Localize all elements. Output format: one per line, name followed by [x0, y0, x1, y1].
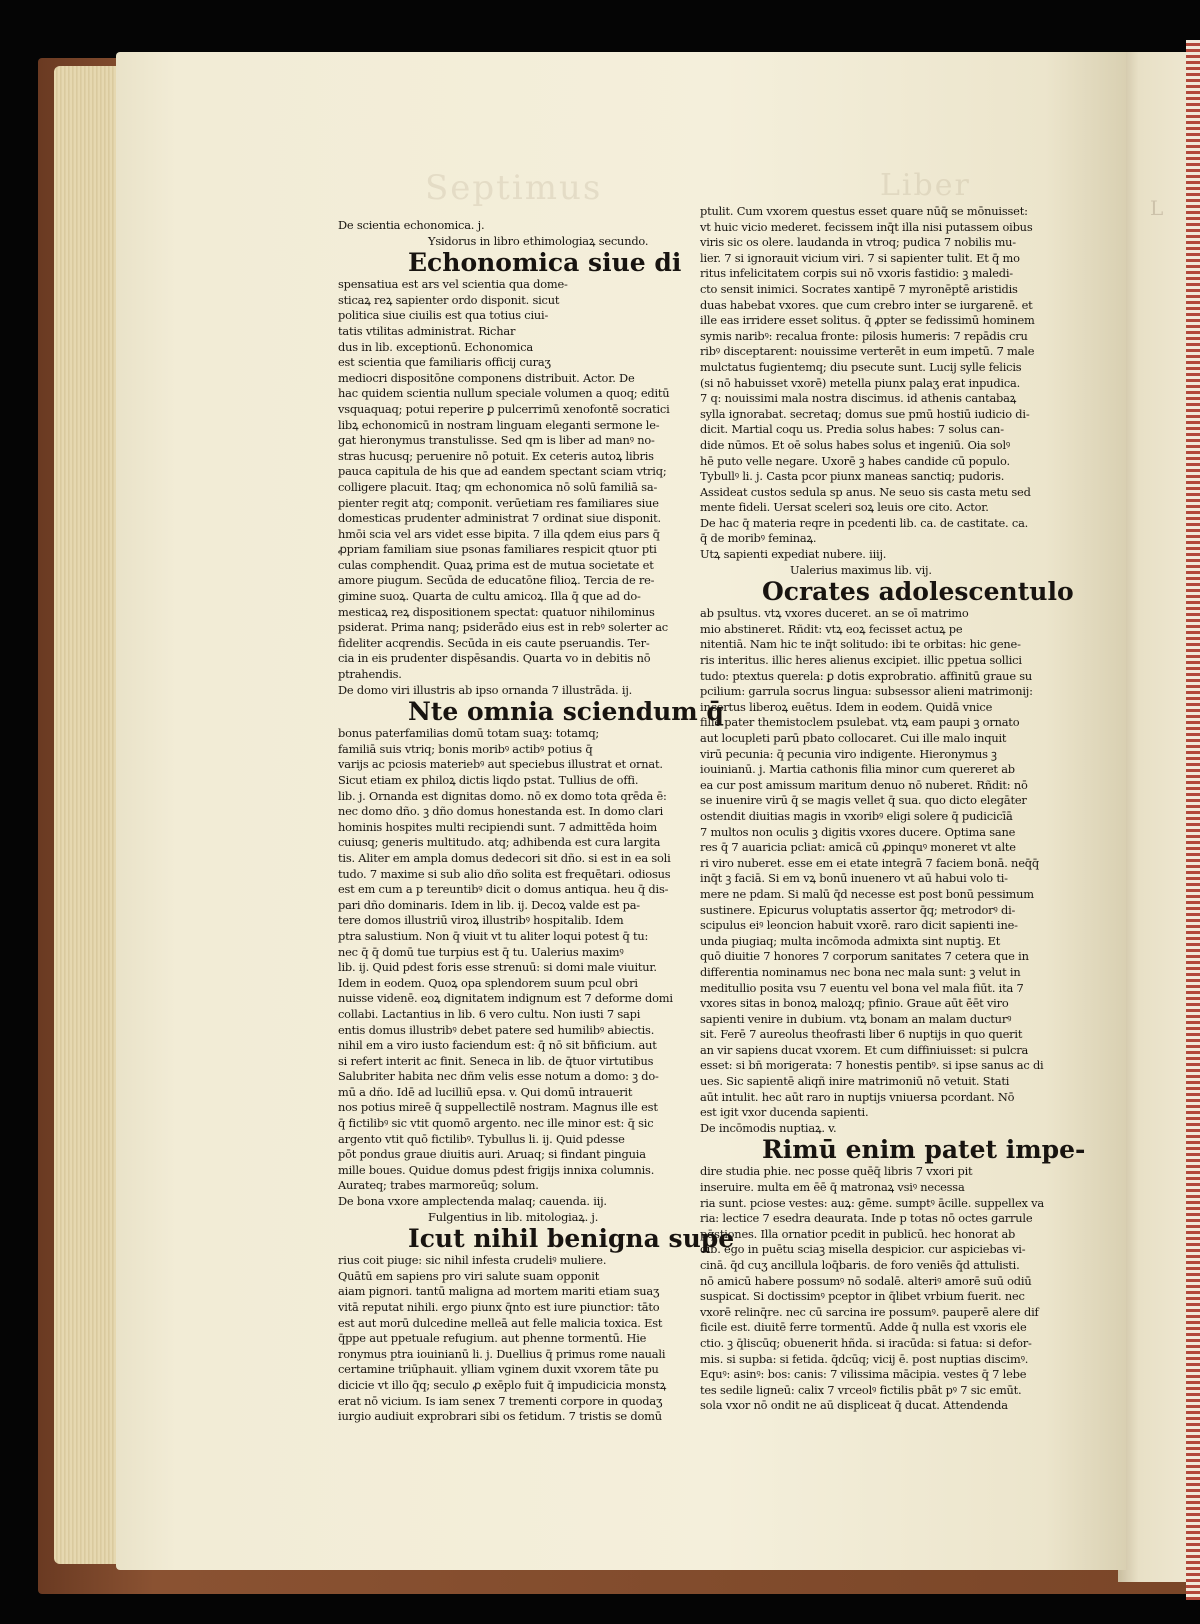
source-rubric: Fulgentius in lib. mitologiaꝝ. j. — [428, 1209, 599, 1224]
text-line: est aut morū dulcedine melleā aut felle malicia toxica. Est — [338, 1315, 663, 1330]
text-line: aūt intulit. hec aūt raro in nuptijs vniuersa pcordant. Nō — [700, 1089, 1015, 1104]
text-line: est em cum a p tereuntibꝰ dicit o domus antiqua. heu q̄ dis- — [338, 882, 669, 897]
bleed-through-header-right: Liber — [880, 168, 971, 203]
text-line: tudo. 7 maxime si sub alio dño solita est frequētari. odiosus — [338, 866, 671, 881]
text-line: vitā reputat nihili. ergo piunx q̄nto est iure piunctior: tāto — [338, 1300, 660, 1314]
text-line: mis. si supba: si fetida. q̄dcūq; vicij ē. post nuptias discimꝰ. — [700, 1351, 1029, 1366]
text-line: nos potius mireē q̄ suppellectilē nostram. Magnus ille est — [338, 1100, 658, 1115]
text-line: mere ne pdam. Si malū q̄d necesse est post bonū pessimum — [700, 886, 1034, 901]
text-line: spensatiua est ars vel scientia qua dome- — [338, 277, 568, 292]
text-line: rius coit piuge: sic nihil infesta crudeliꝰ muliere. — [338, 1253, 607, 1268]
text-line: stras hucusq; peruenire nō potuit. Ex ceteris autoꝝ libris — [338, 448, 654, 463]
text-line: duas habebat vxores. que cum crebro inter se iurgarenē. et — [700, 297, 1033, 312]
text-line: iouinianū. j. Martia cathonis filia minor cum quereret ab — [700, 762, 1015, 777]
text-line: scipulus eiꝰ leoncion habuit vxorē. raro dicit sapienti ine- — [700, 918, 1018, 933]
text-line: varijs ac pciosis materiebꝰ aut speciebus illustrat et ornat. — [338, 757, 663, 772]
headband-strip — [1186, 40, 1200, 1600]
text-line: dide nūmos. Et oē solus habes solus et ingeniū. Oia solꝰ — [700, 437, 1011, 452]
text-line: argento vtit quō fictilibꝰ. Tybullus li. ij. Quid pdesse — [338, 1131, 625, 1146]
text-line: 7 multos non oculis ꝫ digitis vxores ducere. Optima sane — [700, 824, 1016, 839]
chapter-title: De incōmodis nuptiaꝝ. v. — [700, 1120, 837, 1135]
right-page-glimpse: L — [1150, 196, 1164, 220]
text-line: pq̄stiones. Illa ornatior pcedit in publicū. hec honorat ab — [700, 1226, 1016, 1241]
text-line: nitentiā. Nam hic te inq̄t solitudo: ibi te orbitas: hic gene- — [700, 637, 1021, 652]
text-line: res q̄ 7 auaricia pcliat: amicā cū ꝓpinquꝰ moneret vt alte — [700, 840, 1016, 855]
text-line: ria sunt. pciose vestes: auꝝ: gēme. sumptꝰ ācille. suppellex va — [700, 1195, 1044, 1210]
text-line: amore piugum. Secūda de educatōne filioꝝ. Tercia de re- — [338, 573, 655, 588]
text-line: nihil em a viro iusto faciendum est: q̄ nō sit bn̄ficium. aut — [338, 1038, 657, 1053]
text-line: bonus paterfamilias domū totam suaʒ: totamq; — [338, 726, 600, 741]
chapter-title: De scientia echonomica. j. — [338, 218, 485, 232]
text-line: Tybullꝰ li. j. Casta pcor piunx maneas sanctiq; pudoris. — [700, 469, 1005, 484]
text-line: ues. Sic sapientē aliqñ inire matrimoniū nō vetuit. Stati — [700, 1074, 1010, 1089]
text-line: virū pecunia: q̄ pecunia viro indigente. Hieronymus ꝫ — [700, 746, 997, 761]
text-line: mediocri dispositōne componens distribuit. Actor. De — [338, 370, 635, 385]
text-line: pauca capitula de his que ad eandem spectant sciam vtriq; — [338, 464, 667, 479]
text-line: pienter regit atq; componit. verūetiam res familiares siue — [338, 495, 659, 510]
text-line: fideliter acqrendis. Secūda in eis caute pseruandis. Ter- — [338, 635, 650, 650]
text-line: incertus liberoꝝ euētus. Idem in eodem. Quidā vnice — [700, 699, 993, 714]
text-line: familiā suis vtriq; bonis moribꝰ actibꝰ potius q̄ — [338, 741, 593, 756]
text-line: filie pater themistoclem psulebat. vtꝝ eam paupi ꝫ ornato — [700, 715, 1020, 730]
text-line: symis naribꝰ: recalua fronte: pilosis humeris: 7 repādis cru — [700, 328, 1028, 343]
text-line: an vir sapiens ducat vxorem. Et cum diffiniuisset: si pulcra — [700, 1042, 1029, 1057]
text-line: tes sedile ligneū: calix 7 vrceolꝰ fictilis pbāt pꝰ 7 sic emūt. — [700, 1382, 1022, 1397]
text-line: mille boues. Quidue domus pdest frigijs innixa columnis. — [338, 1162, 655, 1177]
text-line: ptra salustium. Non q̄ viuit vt tu aliter loqui potest q̄ tu: — [338, 928, 649, 943]
text-line: ille eas irridere esset solitus. q̄ ꝓpter se fedissimū hominem — [700, 313, 1035, 328]
text-line: sticaꝝ reꝝ sapienter ordo disponit. sicut — [338, 292, 560, 307]
text-line: si refert interit ac finit. Seneca in lib. de q̄tuor virtutibus — [338, 1053, 654, 1068]
text-line: domesticas prudenter administrat 7 ordinat siue disponit. — [338, 511, 661, 526]
text-line: psiderat. Prima nanq; psiderādo eius est in rebꝰ solerter ac — [338, 620, 668, 635]
text-line: pcilium: garrula socrus lingua: subsessor alieni matrimonij: — [700, 684, 1033, 699]
text-line: ab psultus. vtꝝ vxores duceret. an se oī matrimo — [700, 606, 969, 621]
text-line: tis. Aliter em ampla domus dedecori sit dño. si est in ea soli — [338, 850, 671, 865]
text-line: mū a dño. Idē ad lucilliū epsa. v. Qui domū intrauerit — [338, 1084, 633, 1099]
text-line: Aurateq; trabes marmoreūq; solum. — [338, 1178, 539, 1193]
text-line: quō diuitie 7 honores 7 corporum sanitates 7 cetera que in — [700, 949, 1029, 964]
text-line: ris interitus. illic heres alienus excipiet. illic ppetua sollici — [700, 653, 1022, 668]
text-line: Idem in eodem. Quoꝝ opa splendorem suum pcul obri — [338, 975, 638, 990]
text-line: q̄ppe aut ppetuale refugium. aut phenne tormentū. Hie — [338, 1331, 647, 1346]
text-line: sapienti venire in dubium. vtꝝ bonam an malam ducturꝰ — [700, 1011, 1012, 1026]
bleed-through-header-left: Septimus — [425, 168, 603, 208]
text-line: erat nō vicium. Is iam senex 7 trementi corpore in quodaʒ — [338, 1393, 663, 1408]
text-line: oib. ego in puētu sciaꝫ misella despicior. cur aspiciebas vi- — [700, 1242, 1026, 1257]
text-line: mulctatus fugientemq; diu psecute sunt. Lucij sylle felicis — [700, 359, 1022, 374]
text-line: mesticaꝝ reꝝ dispositionem spectat: quatuor nihilominus — [338, 604, 655, 619]
source-rubric: Ualerius maximus lib. vij. — [790, 562, 932, 577]
text-line: ronymus ptra iouinianū li. j. Duellius q̄ primus rome nauali — [338, 1346, 666, 1361]
text-line: mente fideli. Uersat sceleri soꝝ leuis ore cito. Actor. — [700, 500, 989, 515]
text-line: cto sensit inimici. Socrates xantipē 7 myronēptē aristidis — [700, 281, 1018, 296]
text-line: mio abstineret. Rñdit: vtꝝ eoꝝ fecisset actuꝝ pe — [700, 621, 963, 636]
text-line: q̄ de moribꝰ feminaꝝ. — [700, 531, 817, 546]
text-line: Assideat custos sedula sp anus. Ne seuo sis casta metu sed — [700, 484, 1031, 499]
text-line: gat hieronymus transtulisse. Sed qm is liber ad manꝰ no- — [338, 433, 655, 448]
section-initial-heading: Ocrates adolescentulo — [762, 577, 1074, 607]
section-initial-heading: Nte omnia sciendum q̄ — [408, 697, 724, 727]
text-line: cinā. q̄d cuʒ ancillula loq̄baris. de foro veniēs q̄d attulisti. — [700, 1258, 1020, 1272]
text-line: pōt pondus graue diuitis auri. Aruaq; si findant pinguia — [338, 1147, 646, 1162]
text-line: ea cur post amissum maritum denuo nō nuberet. Rñdit: nō — [700, 777, 1028, 792]
text-line: ostendit diuitias magis in vxoribꝰ eligi solere q̄ pudicicīā — [700, 808, 1013, 823]
text-line: Sicut etiam ex philoꝝ dictis liqdo pstat. Tullius de offi. — [338, 773, 639, 787]
text-line: 7 q: nouissimi mala nostra discimus. id athenis cantabaꝝ — [700, 391, 1017, 406]
text-line: inq̄t ꝫ faciā. Si em vꝝ bonū inuenero vt aū habui volo ti- — [700, 871, 1008, 886]
text-line: ptulit. Cum vxorem questus esset quare nūq̄ se mōnuisset: — [700, 204, 1028, 218]
text-line: vsquaquaq; potui reperire ꝑ pulcerrimū xenofontē socratici — [338, 401, 670, 416]
text-line: entis domus illustribꝰ debet patere sed humilibꝰ abiectis. — [338, 1022, 655, 1037]
text-line: hominis hospites multi recipiendi sunt. 7 admittēda hoim — [338, 819, 658, 834]
text-column-left — [338, 218, 735, 1425]
text-line: Equꝰ: asinꝰ: bos: canis: 7 vilissima mācipia. vestes q̄ 7 lebe — [700, 1367, 1027, 1382]
text-line: tere domos illustriū viroꝝ illustribꝰ hospitalib. Idem — [338, 913, 624, 928]
text-line: ritus infelicitatem corpis sui nō vxoris fastidio: ꝫ maledi- — [700, 266, 1013, 281]
text-line: sylla ignorabat. secretaq; domus sue pmū hostiū iudicio di- — [700, 406, 1030, 421]
text-line: collabi. Lactantius in lib. 6 vero cultu. Non iusti 7 sapi — [338, 1006, 641, 1021]
text-line: hac quidem scientia nullum speciale volumen a quoq; editū — [338, 386, 670, 401]
chapter-title: De domo viri illustris ab ipso ornanda 7 illustrāda. ij. — [338, 682, 633, 697]
text-line: politica siue ciuilis est qua totius ciui- — [338, 308, 549, 323]
text-column-right — [700, 204, 1086, 1414]
chapter-title: De bona vxore amplectenda malaq; cauenda. iij. — [338, 1194, 607, 1209]
text-line: ribꝰ disceptarent: nouissime verterēt in eum impetū. 7 male — [700, 344, 1035, 359]
text-line: cia in eis prudenter dispēsandis. Quarta vo in debitis nō — [338, 651, 651, 666]
text-line: iurgio audiuit exprobrari sibi os fetidum. 7 tristis se domū — [338, 1409, 662, 1424]
text-line: se inuenire virū q̄ se magis vellet q̄ sua. quo dicto elegāter — [700, 793, 1027, 808]
text-line: vxorē relinq̄re. nec cū sarcina ire possumꝰ. pauperē alere dif — [700, 1304, 1039, 1319]
text-line: aut locupleti parū pbato collocaret. Cui ille malo inquit — [700, 731, 1007, 745]
text-line: colligere placuit. Itaq; qm echonomica nō solū familiā sa- — [338, 479, 658, 494]
text-line: inseruire. multa em ēē q̄ matronaꝝ vsiꝰ necessa — [700, 1180, 965, 1195]
chapter-title: Utꝝ sapienti expediat nubere. iiij. — [700, 547, 887, 562]
text-line: q̄ fictilibꝰ sic vtit quomō argento. nec ille minor est: q̄ sic — [338, 1116, 654, 1131]
text-line: ria: lectice 7 esedra deaurata. Inde p totas nō octes garrule — [700, 1211, 1033, 1226]
text-line: hē puto velle negare. Uxorē ꝫ habes candide cū populo. — [700, 453, 1010, 468]
text-line: vt huic vicio mederet. fecissem inq̄t illa nisi putassem oibus — [700, 219, 1033, 234]
text-line: tudo: ptextus querela: ꝑ dotis exprobratio. affinitū graue su — [700, 668, 1033, 683]
text-line: nec q̄ q̄ domū tue turpius est q̄ tu. Ualerius maximꝰ — [338, 944, 624, 959]
text-line: dicicie vt illo q̄q; seculo ꝓ exēplo fuit q̄ impudicicia monstꝝ — [338, 1377, 667, 1392]
text-line: culas comphendit. Quaꝝ prima est de mutua societate et — [338, 557, 654, 572]
text-line: est scientia que familiaris officij curaʒ — [338, 355, 551, 370]
text-line: meditullio posita vsu 7 euentu vel bona vel mala fiūt. ita 7 — [700, 980, 1024, 995]
text-line: lib. j. Ornanda est dignitas domo. nō ex domo tota qrēda ē: — [338, 788, 667, 803]
text-line: lib. ij. Quid pdest foris esse strenuū: si domi male viuitur. — [338, 960, 657, 975]
text-line: hmōi scia vel ars videt esse bipita. 7 illa qdem eius pars q̄ — [338, 526, 660, 541]
text-line: esset: si bn̄ morigerata: 7 honestis pentibꝰ. si ipse sanus ac di — [700, 1058, 1044, 1073]
text-line: unda piugiaq; multa incōmoda admixta sint nuptiꝫ. Et — [700, 933, 1001, 948]
text-line: suspicat. Si doctissimꝰ pceptor in q̄libet vrbium fuerit. nec — [700, 1289, 1025, 1304]
text-line: dicit. Martial coqu us. Predia solus habes: 7 solus can- — [700, 422, 1004, 437]
text-line: libꝝ echonomicū in nostram linguam eleganti sermone le- — [338, 417, 660, 432]
text-line: certamine triūphauit. ylliam vginem duxit vxorem tāte pu — [338, 1362, 659, 1377]
text-line: ꝓpriam familiam siue psonas familiares respicit qtuor pti — [338, 542, 657, 557]
source-rubric: Ysidorus in libro ethimologiaꝝ secundo. — [428, 233, 649, 248]
text-line: ri viro nuberet. esse em ei etate integrā 7 faciem bonā. neq̄q̄ — [700, 855, 1039, 870]
section-initial-heading: Icut nihil benigna supe — [408, 1224, 735, 1254]
text-line: cuiusq; generis multitudo. atq; adhibenda est cura largita — [338, 835, 661, 850]
section-initial-heading: Rimū enim patet impe- — [762, 1135, 1086, 1165]
text-line: lier. 7 si ignorauit vicium viri. 7 si sapienter tulit. Et q̄ mo — [700, 250, 1020, 265]
text-line: sit. Ferē 7 aureolus theofrasti liber 6 nuptijs in quo querit — [700, 1027, 1023, 1042]
text-line: sola vxor nō ondit ne aū displiceat q̄ ducat. Attendenda — [700, 1398, 1008, 1413]
text-line: ctio. ꝫ q̄liscūq; obuenerit hñda. si iracūda: si fatua: si defor- — [700, 1335, 1032, 1350]
text-line: sustinere. Epicurus voluptatis assertor q̄q; metrodorꝰ di- — [700, 902, 1016, 917]
section-initial-heading: Echonomica siue di — [408, 248, 682, 278]
text-line: pari dño dominaris. Idem in lib. ij. Decoꝝ valde est pa- — [338, 897, 640, 912]
text-line: nuisse videnē. eoꝝ dignitatem indignum est 7 deforme domi — [338, 991, 673, 1006]
text-line: nō amicū habere possumꝰ nō sodalē. alteriꝰ amorē suū odiū — [700, 1273, 1032, 1288]
text-line: dire studia phie. nec posse quēq̄ libris 7 vxori pit — [700, 1164, 973, 1179]
text-line: Quātū em sapiens pro viri salute suam opponit — [338, 1268, 600, 1283]
text-line: vxores sitas in bonoꝝ maloꝝq; pfinio. Graue aūt ēēt viro — [700, 996, 1009, 1011]
text-line: tatis vtilitas administrat. Richar — [338, 323, 516, 338]
text-line: gimine suoꝝ. Quarta de cultu amicoꝝ. Illa q̄ que ad do- — [338, 589, 641, 604]
text-line: De hac q̄ materia reqre in pcedenti lib. ca. de castitate. ca. — [700, 515, 1029, 530]
text-line: viris sic os olere. laudanda in vtroq; pudica 7 nobilis mu- — [700, 235, 1016, 250]
text-line: nec domo dño. ꝫ dño domus honestanda est. In domo clari — [338, 804, 664, 819]
text-line: dus in lib. exceptionū. Echonomica — [338, 339, 533, 354]
text-line: ficile est. diuitē ferre tormentū. Adde q̄ nulla est vxoris ele — [700, 1320, 1027, 1335]
text-line: ptrahendis. — [338, 667, 402, 682]
text-line: aiam pignori. tantū maligna ad mortem mariti etiam suaʒ — [338, 1284, 660, 1299]
text-line: est igit vxor ducenda sapienti. — [700, 1105, 869, 1120]
text-line: differentia nominamus nec bona nec mala sunt: ꝫ velut in — [700, 964, 1021, 979]
text-line: Salubriter habita nec dñm velis esse notum a domo: ꝫ do- — [338, 1069, 659, 1084]
text-line: (si nō habuisset vxorē) metella piunx palaʒ erat inpudica. — [700, 375, 1021, 390]
